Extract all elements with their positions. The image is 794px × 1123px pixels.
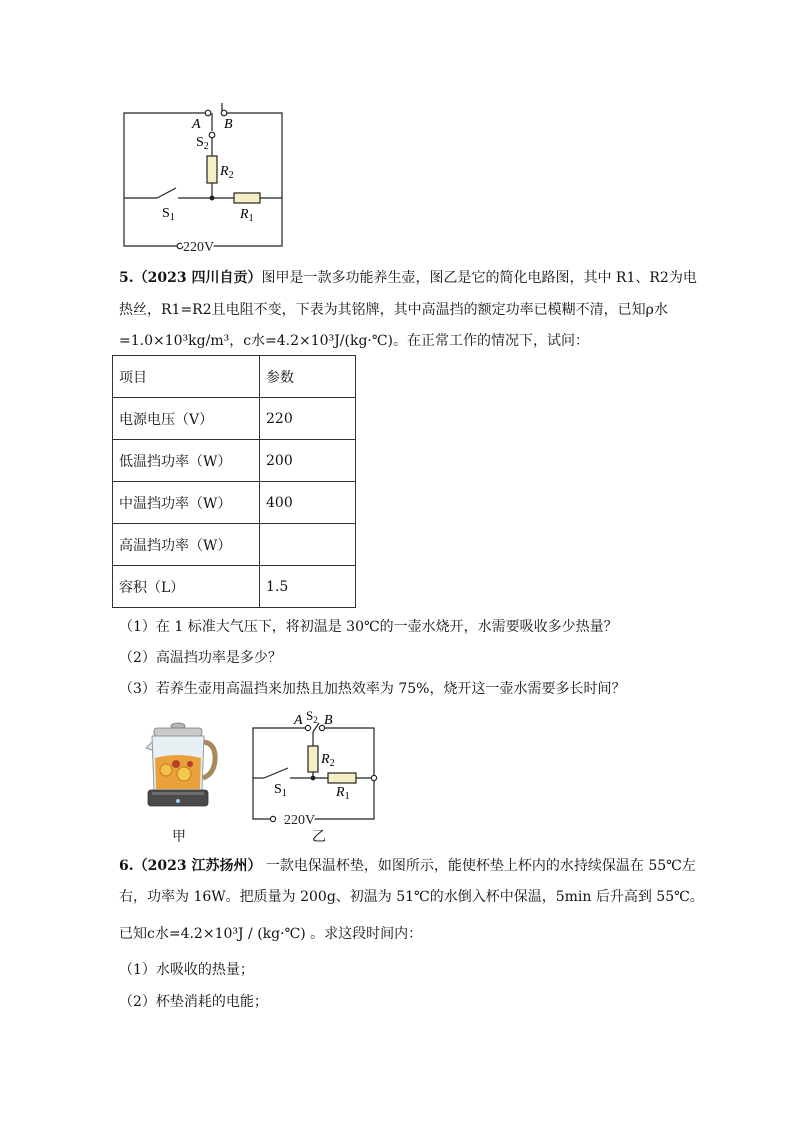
table-cell: 中温挡功率（W） <box>113 482 260 524</box>
q6-sub1: （1）水吸收的热量； <box>119 962 254 978</box>
q5-sub2: （2）高温挡功率是多少？ <box>119 650 282 666</box>
table-header-row <box>113 356 356 398</box>
kettle-image <box>140 712 220 812</box>
table-header-param: 参数 <box>260 356 356 398</box>
label-s2-yi: $S_2$ <box>306 708 318 725</box>
q6-line1 <box>119 856 696 876</box>
q5-source: （2023 四川自贡） <box>133 270 262 286</box>
q5-line1 <box>119 268 697 288</box>
q6-text-1: 一款电保温杯垫，如图所示，能使杯垫上杯内的水持续保温在 55℃左 <box>265 858 696 874</box>
resistor-r2-yi <box>308 746 318 772</box>
table-cell: 220 <box>260 398 356 440</box>
table-row <box>113 398 356 440</box>
label-s1-yi: $S_1$ <box>274 782 287 799</box>
circuit-diagram-yi <box>250 708 380 832</box>
voltage-label-yi: 220V <box>284 813 316 828</box>
nameplate-table <box>112 355 356 608</box>
q6-sub2: （2）杯垫消耗的电能； <box>119 994 268 1010</box>
table-cell: 容积（L） <box>113 566 260 608</box>
voltage-label: 220V <box>183 240 215 255</box>
q5-sub1: （1）在 1 标准大气压下，将初温是 30℃的一壶水烧开，水需要吸收多少热量？ <box>119 619 618 635</box>
label-a-yi: A <box>294 713 303 728</box>
label-b: B <box>224 117 233 132</box>
table-cell: 200 <box>260 440 356 482</box>
table-row <box>113 524 356 566</box>
q6-source: （2023 江苏扬州） <box>133 858 262 874</box>
q5-line3: =1.0×10³kg/m³，c水=4.2×10³J/(kg·℃)。在正常工作的情况下，试问： <box>119 333 590 349</box>
label-r2-yi: $R_2$ <box>321 752 335 769</box>
table-cell: 电源电压（V） <box>113 398 260 440</box>
q6-line3: 已知c水=4.2×10³J / (kg·℃) 。求这段时间内： <box>119 926 423 942</box>
table-cell: 高温挡功率（W） <box>113 524 260 566</box>
resistor-r1-yi <box>328 773 356 783</box>
label-a: A <box>192 117 201 132</box>
q5-line2: 热丝，R1=R2且电阻不变，下表为其铭牌，其中高温挡的额定功率已模糊不清，已知ρ水 <box>119 302 668 318</box>
table-row <box>113 482 356 524</box>
q5-number: 5. <box>119 270 134 286</box>
label-s2: $S_2$ <box>196 135 209 152</box>
table-cell <box>260 524 356 566</box>
circuit-diagram-top <box>110 100 300 255</box>
q5-text-1: 图甲是一款多功能养生壶，图乙是它的简化电路图，其中 R1、R2为电 <box>261 270 697 286</box>
resistor-r1 <box>234 193 260 203</box>
label-r1-yi: $R_1$ <box>336 785 350 802</box>
table-cell: 低温挡功率（W） <box>113 440 260 482</box>
table-cell: 1.5 <box>260 566 356 608</box>
label-b-yi: B <box>324 713 333 728</box>
table-row <box>113 440 356 482</box>
q6-line2: 右，功率为 16W。把质量为 200g、初温为 51℃的水倒入杯中保温，5min 后升高到 55℃。 <box>119 889 704 905</box>
table-header-item: 项目 <box>113 356 260 398</box>
label-r1: $R_1$ <box>240 207 254 224</box>
resistor-r2 <box>207 156 217 183</box>
table-row <box>113 566 356 608</box>
figure-label-yi: 乙 <box>312 829 326 845</box>
figure-label-jia: 甲 <box>172 829 186 845</box>
label-s1: $S_1$ <box>162 206 175 223</box>
q6-number: 6. <box>119 858 134 874</box>
label-r2: $R_2$ <box>220 164 234 181</box>
table-cell: 400 <box>260 482 356 524</box>
q5-sub3: （3）若养生壶用高温挡来加热且加热效率为 75%，烧开这一壶水需要多长时间？ <box>119 681 626 697</box>
